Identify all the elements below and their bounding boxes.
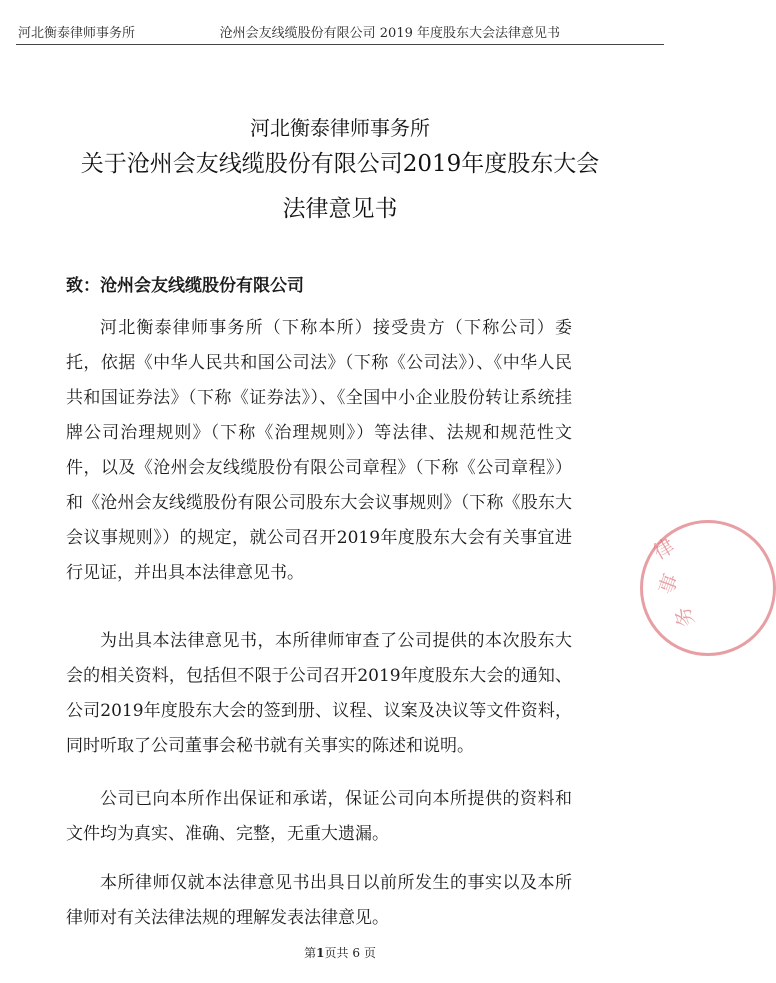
page-number: [0, 944, 680, 961]
header-document-title: 沧州会友线缆股份有限公司 2019 年度股东大会法律意见书: [219, 26, 560, 41]
page-number-suffix: 页: [360, 946, 376, 960]
title-document-type: 法律意见书: [282, 196, 398, 222]
title-subject: 关于沧州会友线缆股份有限公司2019年度股东大会: [80, 151, 600, 177]
running-header: [0, 0, 680, 44]
official-seal-stamp: 律 事 务: [640, 520, 776, 656]
page-number-prefix: 第: [304, 946, 317, 960]
page-number-middle: 页共: [324, 946, 349, 960]
paragraph-engagement: 河北衡泰律师事务所（下称本所）接受贵方（下称公司）委托，依据《中华人民共和国公司法》（下称《公司法》）、《中华人民共和国证券法》（下称《证券法》）、《全国中小企业股份转让系统挂牌公司治理规则》（下称《治理规则》）等法律、法规和规范性文件，以及《沧州会友线缆股份有限公司章程》（下称《公司章程》）和《沧州会友线缆股份有限公司股东大会议事规则》（下称《股东大会议事规则》）的规定，就公司召开2019年度股东大会有关事宜进行见证，并出具本法律意见书。: [66, 318, 572, 583]
paragraph-opinion-basis: 本所律师仅就本法律意见书出具日以前所发生的事实以及本所律师对有关法律法规的理解发表法律意见。: [66, 873, 572, 928]
paragraph-company-warranty: 公司已向本所作出保证和承诺，保证公司向本所提供的资料和文件均为真实、准确、完整，无重大遗漏。: [66, 789, 572, 844]
salutation: 致：沧州会友线缆股份有限公司: [66, 276, 304, 296]
header-firm-name: 河北衡泰律师事务所: [18, 26, 136, 41]
title-firm: 河北衡泰律师事务所: [250, 116, 430, 140]
page-number-total: 6: [352, 946, 361, 960]
header-divider: [16, 44, 664, 45]
paragraph-review-scope: 为出具本法律意见书，本所律师审查了公司提供的本次股东大会的相关资料，包括但不限于公司召开2019年度股东大会的通知、公司2019年度股东大会的签到册、议程、议案及决议等文件资料，同时听取了公司董事会秘书就有关事实的陈述和说明。: [66, 631, 572, 756]
page-number-current: 1: [316, 946, 325, 960]
